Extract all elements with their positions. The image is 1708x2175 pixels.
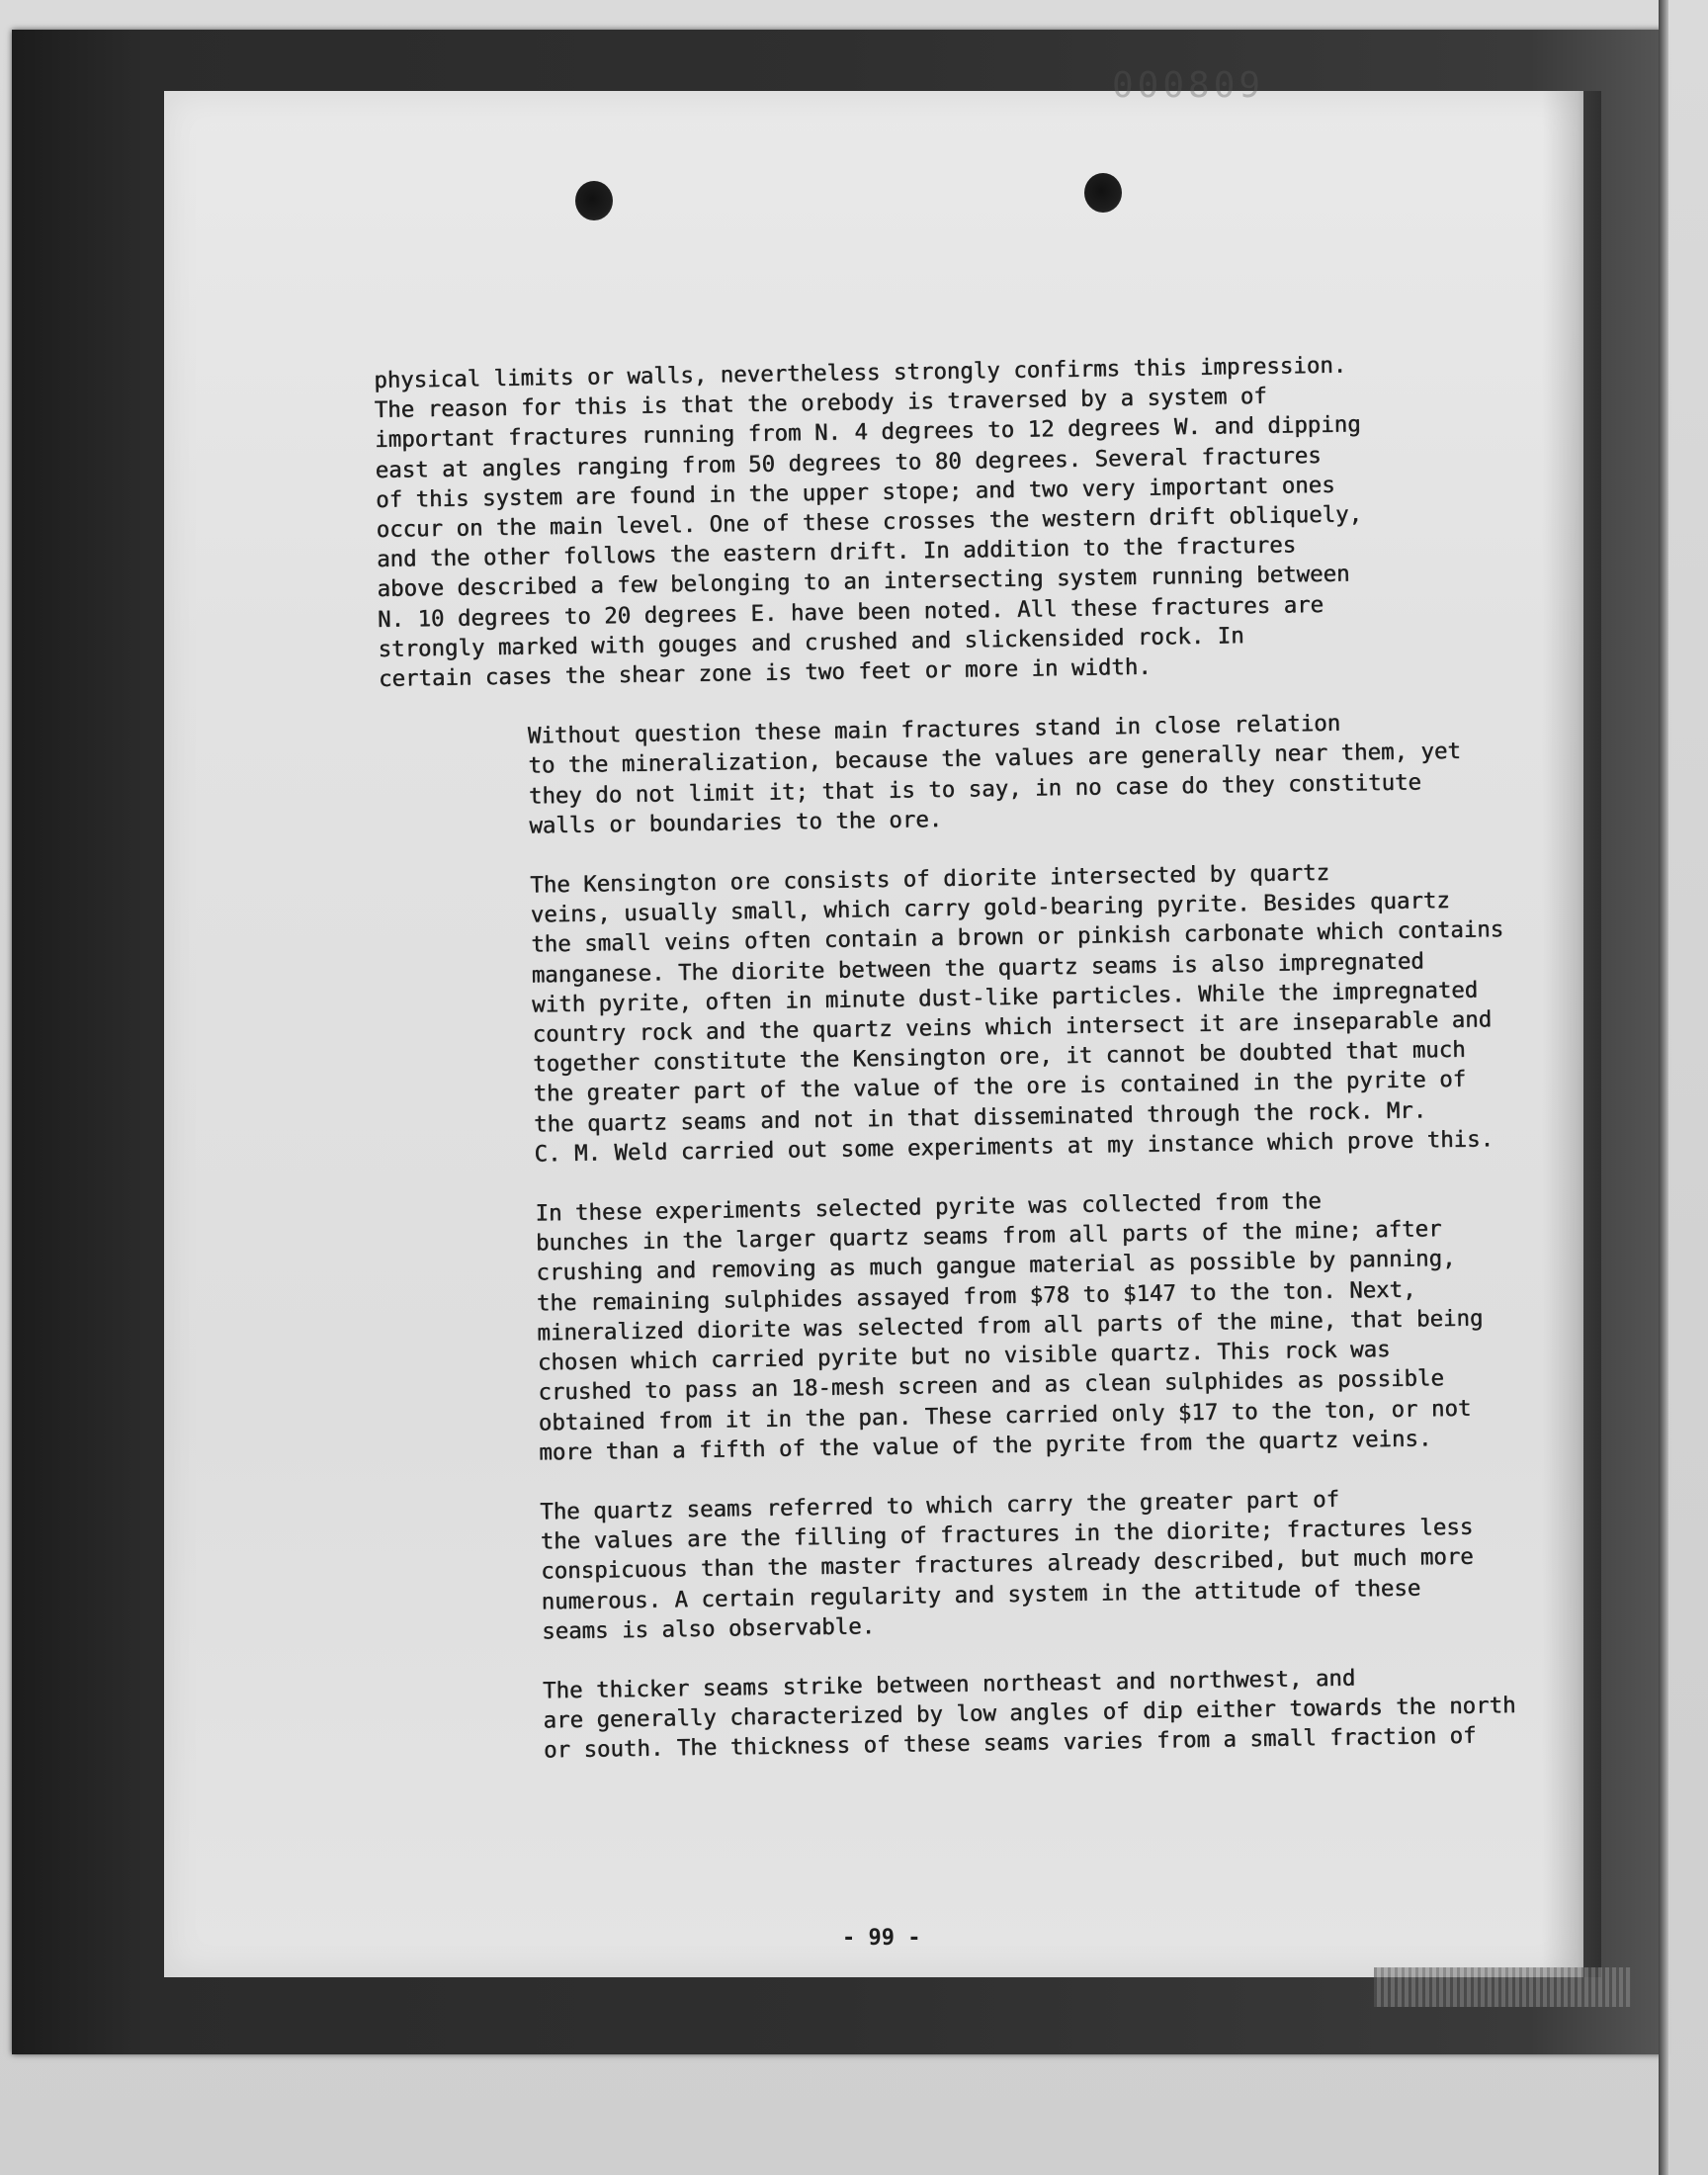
punch-hole-icon [575, 181, 613, 220]
text-line: The Kensington ore consists of diorite intersected by quartz [530, 859, 1330, 899]
paragraph [382, 855, 1513, 1172]
text-line: obtained from it in the pan. These carried only $17 to the ton, or not [538, 1395, 1472, 1436]
text-line: or south. The thickness of these seams varies from a small fraction of [543, 1722, 1477, 1764]
text-line: the greater part of the value of the ore is contained in the pyrite of [533, 1067, 1467, 1108]
document-body-text [374, 348, 1523, 1797]
scanner-frame-edge [1659, 0, 1668, 2175]
punch-hole-icon [1084, 173, 1122, 213]
text-line: the quartz seams and not in that disseminated through the rock. Mr. [533, 1097, 1427, 1138]
text-line: N. 10 degrees to 20 degrees E. have been noted. All these fractures are [377, 591, 1324, 633]
text-line: strongly marked with gouges and crushed and slickensided rock. In [378, 623, 1244, 662]
text-line: they do not limit it; that is to say, in no case do they constitute [528, 769, 1422, 810]
text-line: more than a fifth of the value of the pyrite from the quartz veins. [539, 1426, 1432, 1466]
text-line: together constitute the Kensington ore, it cannot be doubted that much [532, 1037, 1466, 1078]
paragraph [394, 1661, 1522, 1769]
page-shadow [1542, 91, 1601, 1977]
text-line: mineralized diorite was selected from all parts of the mine, that being [537, 1305, 1484, 1347]
text-line: with pyrite, often in minute dust-like particles. While the impregnated [531, 977, 1479, 1018]
text-line: country rock and the quartz veins which intersect it are inseparable and [532, 1006, 1493, 1048]
text-line: occur on the main level. One of these crosses the western drift obliquely, [376, 501, 1363, 543]
text-line: crushed to pass an 18-mesh screen and as clean sulphides as possible [538, 1365, 1445, 1406]
text-line: the remaining sulphides assayed from $78 to $147 to the ton. Next, [536, 1276, 1416, 1317]
text-line: veins, usually small, which carry gold-bearing pyrite. Besides quartz [530, 888, 1450, 928]
text-line: In these experiments selected pyrite was collected from the [535, 1188, 1322, 1227]
scan-artifact-strip [1374, 1967, 1631, 2007]
paragraph [374, 348, 1505, 694]
text-line: manganese. The diorite between the quartz seams is also impregnated [531, 948, 1424, 989]
text-line: seams is also observable. [541, 1612, 876, 1645]
text-line: and the other follows the eastern drift. In addition to the fractures [376, 532, 1297, 573]
text-line: C. M. Weld carried out some experiments at my instance which prove this. [534, 1126, 1494, 1168]
text-line: conspicuous than the master fractures already described, but much more [540, 1543, 1474, 1585]
text-line: important fractures running from N. 4 degrees to 12 degrees W. and dipping [374, 411, 1361, 454]
text-line: east at angles ranging from 50 degrees to 80 degrees. Several fractures [375, 442, 1322, 483]
text-line: The reason for this is that the orebody is traversed by a system of [374, 384, 1267, 424]
text-line: of this system are found in the upper stope; and two very important ones [375, 472, 1335, 513]
paragraph [380, 706, 1508, 843]
text-line: walls or boundaries to the ore. [529, 806, 943, 839]
text-line: numerous. A certain regularity and system in the attitude of these [541, 1575, 1421, 1615]
text-line: the values are the filling of fractures in the diorite; fractures less [540, 1514, 1474, 1555]
text-line: the small veins often contain a brown or pinkish carbonate which contains [531, 916, 1504, 959]
text-line: above described a few belonging to an intersecting system running between [377, 561, 1350, 603]
text-line: bunches in the larger quartz seams from all parts of the mine; after [535, 1216, 1442, 1257]
paragraph [386, 1183, 1517, 1470]
text-line: to the mineralization, because the values are generally near them, yet [528, 739, 1462, 780]
text-line: certain cases the shear zone is two feet or more in width. [378, 653, 1152, 692]
text-line: Without question these main fractures stand in close relation [527, 710, 1341, 749]
paragraph [391, 1482, 1520, 1649]
text-line: physical limits or walls, nevertheless strongly confirms this impression. [374, 352, 1347, 393]
page-number: - 99 - [842, 1926, 921, 1951]
text-line: The quartz seams referred to which carry the greater part of [540, 1486, 1340, 1525]
text-line: are generally characterized by low angles of dip either towards the north [543, 1693, 1516, 1734]
text-line: The thicker seams strike between northeast and northwest, and [542, 1665, 1356, 1704]
text-line: crushing and removing as much gangue material as possible by panning, [536, 1246, 1456, 1287]
document-stamp: 000809 [1112, 65, 1265, 106]
text-line: chosen which carried pyrite but no visible quartz. This rock was [537, 1337, 1391, 1376]
